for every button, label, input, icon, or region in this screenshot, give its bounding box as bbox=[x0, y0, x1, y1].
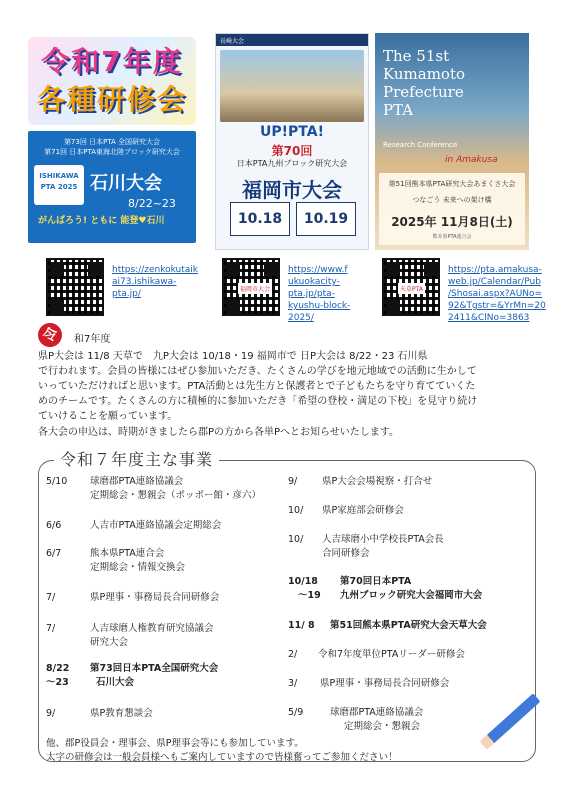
intro-year: 和7年度 bbox=[74, 334, 111, 345]
banner-ishikawa bbox=[22, 33, 202, 250]
qr-code-fukuoka[interactable] bbox=[222, 258, 280, 316]
event-date: 5/10 bbox=[46, 476, 68, 487]
event-title: 定期総会・情報交換会 bbox=[90, 562, 186, 573]
section-title: 令和７年度主な事業 bbox=[54, 447, 219, 470]
event-title: 石川大会 bbox=[96, 677, 135, 688]
event-date: 8/22 bbox=[46, 663, 70, 674]
footer-note: 太字の研修会は一般会員様へもご案内していますので皆様奮ってご参加ください！ bbox=[46, 752, 398, 763]
event-date: 7/ bbox=[46, 592, 56, 603]
event-date: 11/ 8 bbox=[288, 620, 315, 631]
event-title: 球磨郡PTA連絡協議会 bbox=[90, 476, 184, 487]
banner3-pt3: 2025年 11月8日(土) bbox=[391, 215, 513, 229]
banner3-sub: Research Conference bbox=[383, 141, 458, 149]
banner-sub2: 第71回 日本PTA東海北陸ブロック研究大会 bbox=[44, 148, 180, 156]
event-title: 県P大会会場視察・打合せ bbox=[322, 476, 433, 487]
event-title: 研究大会 bbox=[90, 637, 129, 648]
intro-line: 県P大会は 11/8 天草で 九P大会は 10/18・19 福岡市で 日P大会は 8/22・23 石川県 bbox=[38, 351, 428, 362]
banner3-pt4: 熊本県PTA連合会 bbox=[432, 234, 472, 240]
banner-kumamoto bbox=[375, 33, 529, 250]
event-title: 人吉球磨人権教育研究協議会 bbox=[90, 623, 214, 634]
event-title: 球磨郡PTA連絡協議会 bbox=[330, 707, 424, 718]
event-date: 9/ bbox=[288, 476, 298, 487]
banner2-up: UP!PTA! bbox=[260, 124, 324, 140]
event-title: 県P理事・事務局長合同研修会 bbox=[90, 592, 220, 603]
event-date: 6/7 bbox=[46, 548, 62, 559]
event-title: 県P教育懇談会 bbox=[90, 708, 153, 719]
banner2-city: 福岡市大会 bbox=[242, 178, 342, 202]
footer-note: 他、郡P役員会・理事会、県P理事会等にも参加しています。 bbox=[46, 738, 304, 749]
url-amakusa[interactable]: https://pta.amakusa- web.jp/Calendar/Pub /Shosai.aspx?AUNo= 92&Tgstr=&YrMn=20 2411&ClNo=3863 bbox=[448, 265, 546, 323]
banner3-pt2: つなごう 未来への架け橋 bbox=[412, 196, 492, 204]
event-date: 5/9 bbox=[288, 707, 304, 718]
banner2-photo bbox=[220, 50, 364, 122]
banner3-pane bbox=[379, 173, 525, 245]
event-title: 令和7年度単位PTAリーダー研修会 bbox=[318, 649, 465, 660]
qr-code-ishikawa[interactable] bbox=[46, 258, 104, 316]
banner2-date2: 10.19 bbox=[296, 202, 356, 236]
banner-slogan: がんばろう! ともに 能登♥石川 bbox=[38, 216, 165, 226]
event-date: 2/ bbox=[288, 649, 298, 660]
ishikawa-logo: ISHIKAWA PTA 2025 bbox=[34, 165, 84, 205]
intro-line: で行われます。会員の皆様にはぜひ参加いただき、たくさんの学びを地元地域での活動に生かして bbox=[38, 366, 477, 377]
event-title: 第51回熊本県PTA研究大会天草大会 bbox=[330, 620, 487, 631]
banner3-amakusa: in Amakusa bbox=[445, 155, 498, 165]
event-date: 10/18 bbox=[288, 576, 318, 587]
intro-line: めのチームです。たくさんの方に積極的に参加いただき「希望の登校・満足の下校」を見守り続け bbox=[38, 396, 478, 407]
event-date: 6/6 bbox=[46, 520, 62, 531]
qr-label-amakusa: 天草PTA bbox=[398, 283, 425, 294]
banner2-top: 長崎大会 bbox=[216, 34, 368, 46]
event-title: 定期総会・懇親会（ポッポー館・彦六） bbox=[90, 490, 262, 501]
intro-line: いっていただければと思います。PTA活動とは先生方と保護者とで子どもたちを守り育てていくた bbox=[38, 381, 476, 392]
event-title: 第73回日本PTA全国研究大会 bbox=[90, 663, 219, 674]
banner-dates: 8/22~23 bbox=[128, 197, 176, 210]
url-ishikawa[interactable]: https://zenkokutaik ai73.ishikawa- pta.jp/ bbox=[112, 265, 199, 299]
qr-label-fukuoka: 福岡市大会 bbox=[238, 283, 272, 294]
event-title: 九州ブロック研究大会福岡市大会 bbox=[340, 590, 483, 601]
event-date: 10/ bbox=[288, 505, 304, 516]
event-title: 県P理事・事務局長合同研修会 bbox=[320, 678, 450, 689]
event-title: 第70回日本PTA bbox=[340, 576, 412, 587]
banner-title-line1: 令和7年度 bbox=[41, 45, 183, 78]
banner-fukuoka bbox=[215, 33, 369, 250]
event-date: 7/ bbox=[46, 623, 56, 634]
banner-ishikawa-panel bbox=[28, 131, 196, 243]
banner2-num: 第70回 bbox=[271, 144, 313, 158]
qr-code-amakusa[interactable] bbox=[382, 258, 440, 316]
banner3-title: The 51st Kumamoto Prefecture PTA bbox=[383, 47, 466, 119]
event-title: 熊本県PTA連合会 bbox=[90, 548, 165, 559]
banner3-pt1: 第51回熊本県PTA研究大会あまくさ大会 bbox=[388, 180, 516, 188]
event-title: 県P家庭部会研修会 bbox=[322, 505, 404, 516]
event-title: 合同研修会 bbox=[322, 548, 370, 559]
event-date: 3/ bbox=[288, 678, 298, 689]
event-date: ～23 bbox=[46, 677, 69, 688]
rei-badge: 令 bbox=[36, 321, 64, 349]
banner-title-line2: 各種研修会 bbox=[36, 83, 187, 116]
event-title: 人吉球磨小中学校長PTA会長 bbox=[322, 534, 444, 545]
event-date: 10/ bbox=[288, 534, 304, 545]
banner2-date1: 10.18 bbox=[230, 202, 290, 236]
event-title: 定期総会・懇親会 bbox=[344, 721, 421, 732]
banner-sub1: 第73回 日本PTA 全国研究大会 bbox=[63, 138, 161, 146]
intro-line: 各大会の申込は、時期がきましたら郡Pの方から各単Pへとお知らせいたします。 bbox=[38, 427, 399, 438]
banner-title bbox=[28, 37, 196, 125]
event-date: 9/ bbox=[46, 708, 56, 719]
banner-venue: 石川大会 bbox=[90, 173, 162, 194]
banner2-name: 日本PTA九州ブロック研究大会 bbox=[236, 159, 348, 168]
intro-line: ていけることを願っています。 bbox=[38, 411, 178, 422]
event-title: 人吉市PTA連絡協議会定期総会 bbox=[90, 520, 222, 531]
event-date: ～19 bbox=[298, 590, 321, 601]
url-fukuoka[interactable]: https://www.f ukuokacity- pta.jp/pta- kyushu-block- 2025/ bbox=[288, 265, 351, 323]
